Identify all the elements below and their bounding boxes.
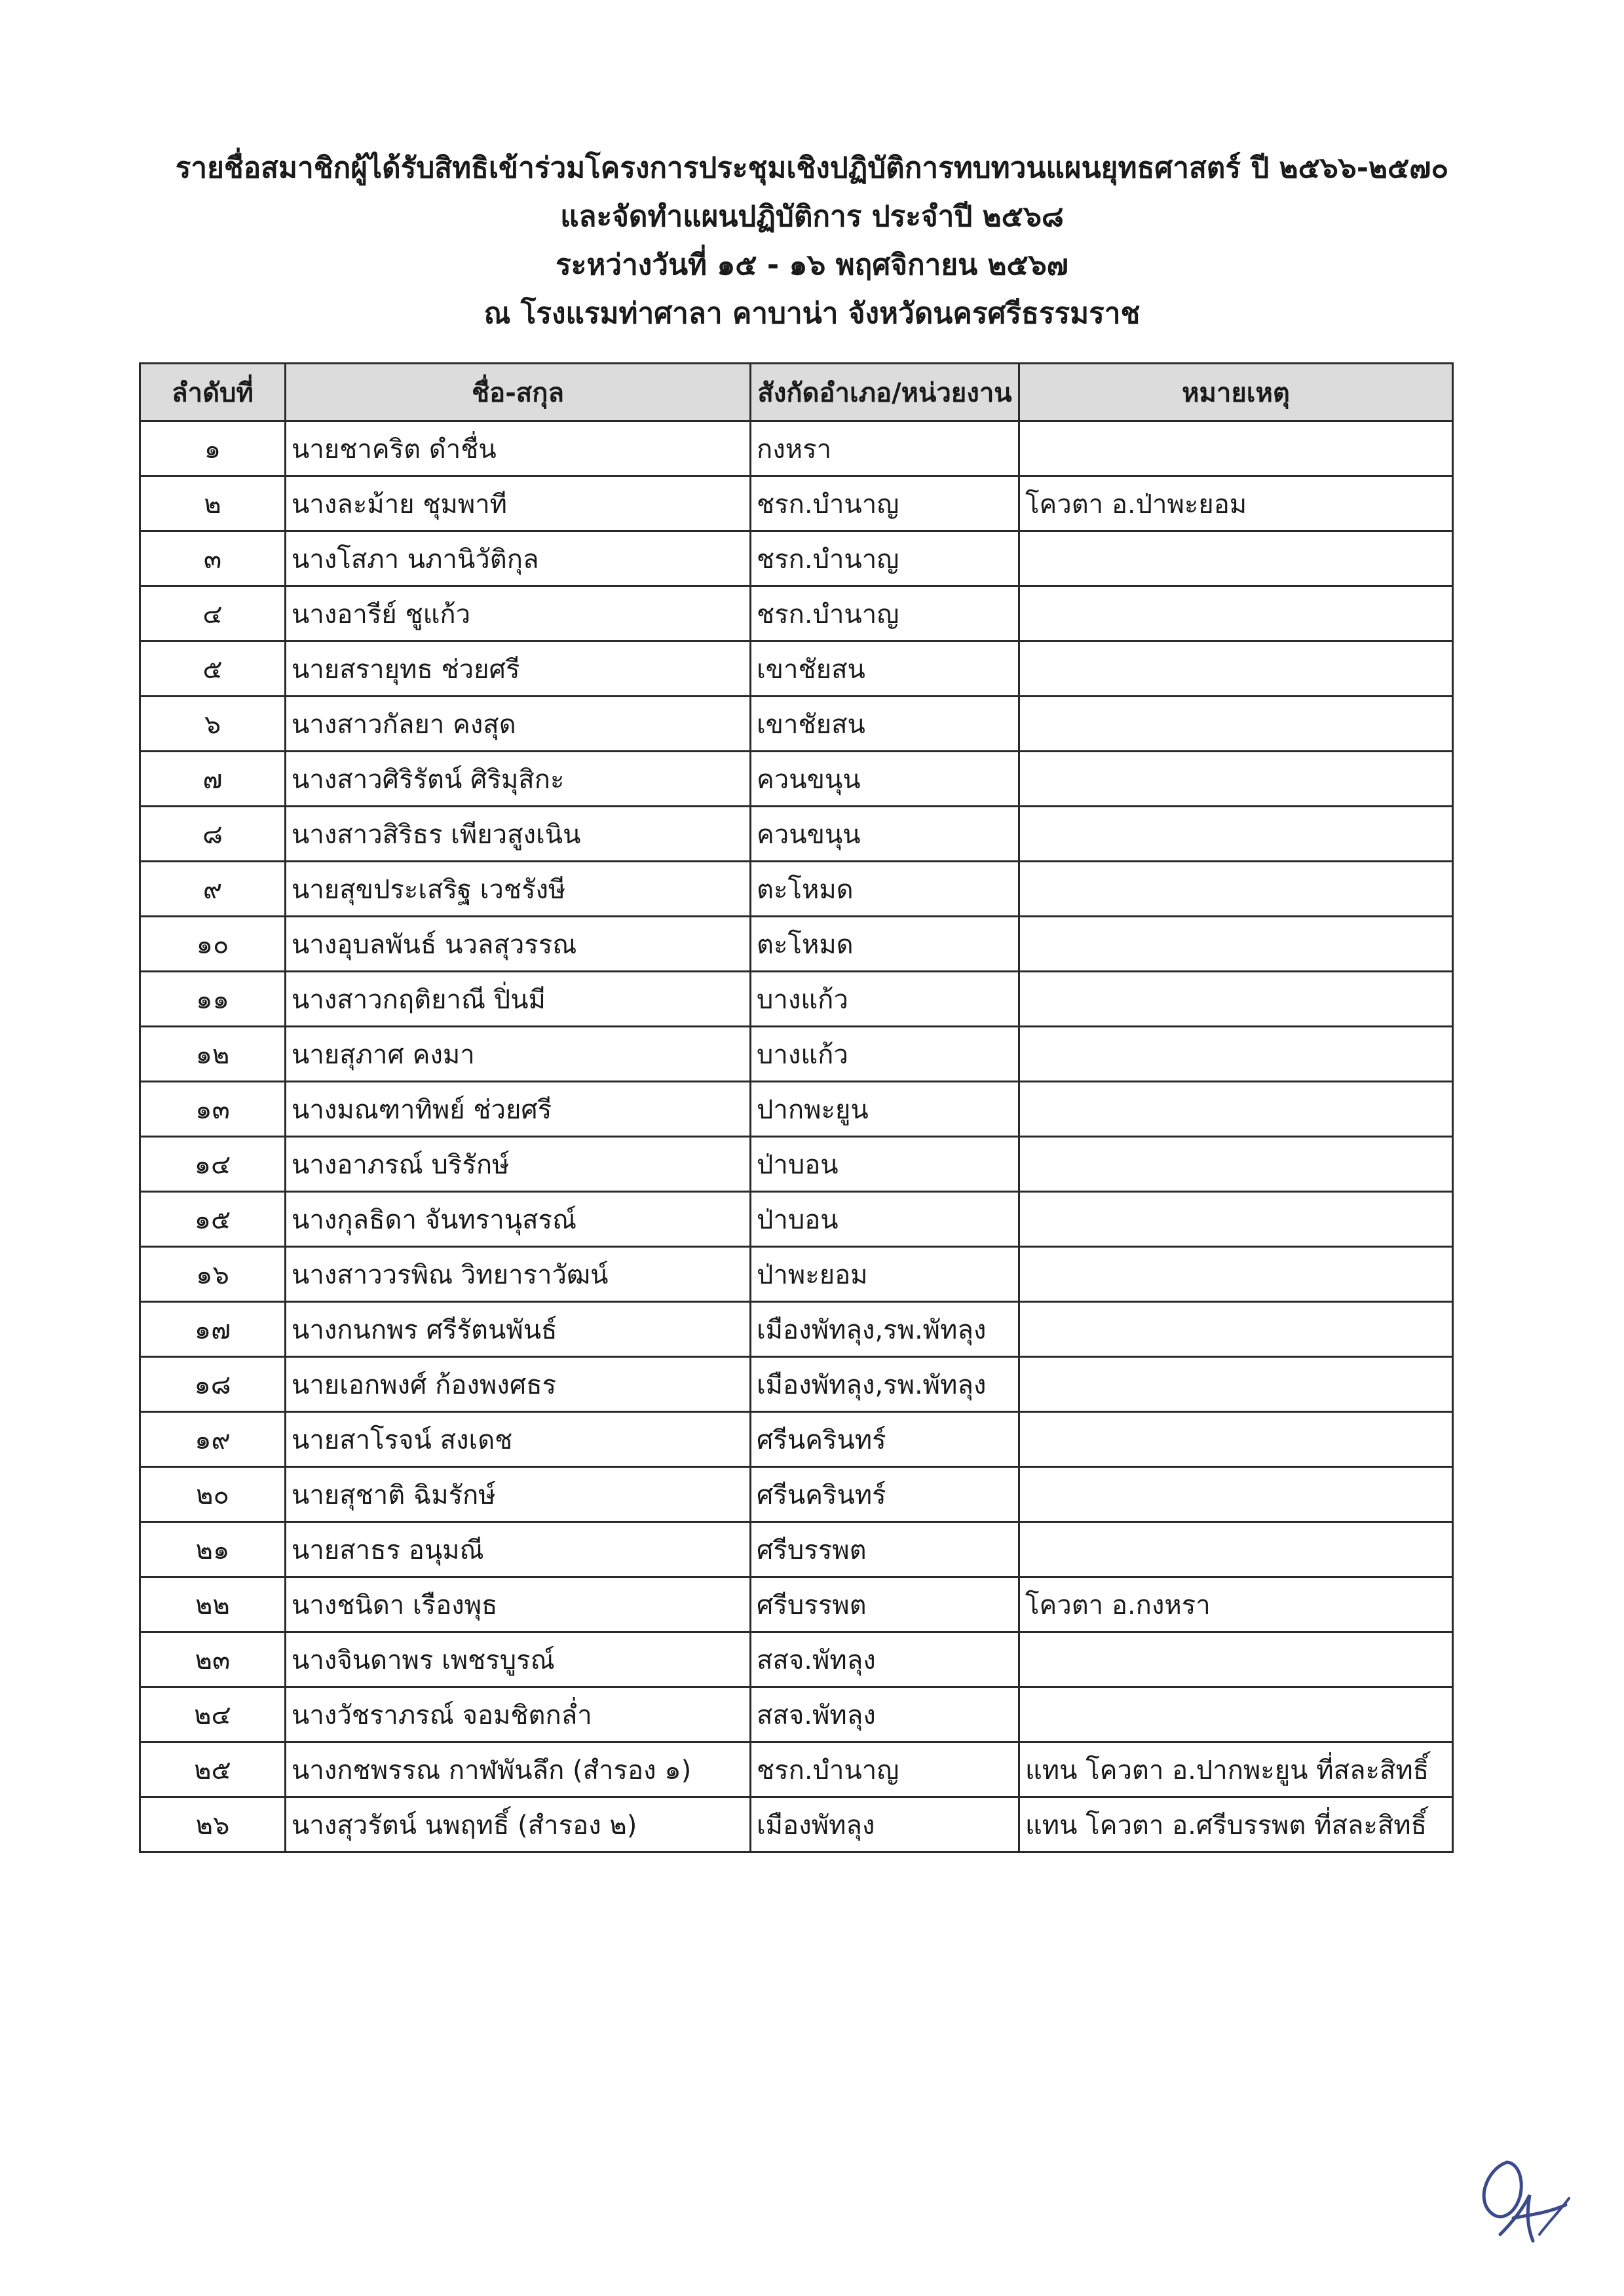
cell-unit: ชรก.บำนาญ bbox=[751, 531, 1019, 586]
table-row bbox=[140, 807, 1453, 862]
header-name: ชื่อ-สกุล bbox=[286, 364, 751, 421]
cell-no: ๑๒ bbox=[140, 1027, 286, 1082]
cell-no: ๑๐ bbox=[140, 917, 286, 972]
table-row bbox=[140, 1302, 1453, 1357]
table-row bbox=[140, 697, 1453, 752]
cell-no: ๑๗ bbox=[140, 1302, 286, 1357]
cell-unit: บางแก้ว bbox=[751, 972, 1019, 1027]
cell-note bbox=[1019, 697, 1453, 752]
cell-note bbox=[1019, 1357, 1453, 1412]
cell-unit: ป่าบอน bbox=[751, 1192, 1019, 1247]
cell-no: ๕ bbox=[140, 641, 286, 697]
cell-no: ๒๒ bbox=[140, 1577, 286, 1632]
table-row bbox=[140, 1412, 1453, 1467]
table-header-row bbox=[140, 364, 1453, 421]
header-unit: สังกัดอำเภอ/หน่วยงาน bbox=[751, 364, 1019, 421]
cell-name: นายสุชาติ ฉิมรักษ์ bbox=[286, 1467, 751, 1522]
title-line-4: ณ โรงแรมท่าศาลา คาบาน่า จังหวัดนครศรีธรรมราช bbox=[483, 297, 1141, 330]
cell-name: นายสรายุทธ ช่วยศรี bbox=[286, 641, 751, 697]
cell-name: นางสาวกฤติยาณี ปิ่นมี bbox=[286, 972, 751, 1027]
table-row bbox=[140, 476, 1453, 531]
cell-unit: ชรก.บำนาญ bbox=[751, 1742, 1019, 1797]
cell-note bbox=[1019, 586, 1453, 641]
cell-unit: บางแก้ว bbox=[751, 1027, 1019, 1082]
cell-name: นางอารีย์ ชูแก้ว bbox=[286, 586, 751, 641]
table-row bbox=[140, 586, 1453, 641]
table-row bbox=[140, 752, 1453, 807]
cell-unit: ชรก.บำนาญ bbox=[751, 586, 1019, 641]
cell-name: นายสาโรจน์ สงเดช bbox=[286, 1412, 751, 1467]
cell-unit: สสจ.พัทลุง bbox=[751, 1632, 1019, 1687]
cell-note: แทน โควตา อ.ศรีบรรพต ที่สละสิทธิ์ bbox=[1019, 1797, 1453, 1852]
cell-note bbox=[1019, 1687, 1453, 1742]
cell-no: ๘ bbox=[140, 807, 286, 862]
cell-note: โควตา อ.กงหรา bbox=[1019, 1577, 1453, 1632]
signature-icon bbox=[1461, 2143, 1579, 2254]
cell-name: นางชนิดา เรืองพุธ bbox=[286, 1577, 751, 1632]
table-row bbox=[140, 1522, 1453, 1577]
cell-no: ๗ bbox=[140, 752, 286, 807]
title-line-2: และจัดทำแผนปฏิบัติการ ประจำปี ๒๕๖๘ bbox=[560, 200, 1064, 233]
cell-no: ๒ bbox=[140, 476, 286, 531]
cell-no: ๒๓ bbox=[140, 1632, 286, 1687]
cell-note bbox=[1019, 1247, 1453, 1302]
cell-no: ๑ bbox=[140, 421, 286, 476]
cell-unit: สสจ.พัทลุง bbox=[751, 1687, 1019, 1742]
table-row bbox=[140, 1742, 1453, 1797]
cell-note bbox=[1019, 972, 1453, 1027]
cell-note bbox=[1019, 1522, 1453, 1577]
table-body bbox=[140, 421, 1453, 1852]
cell-unit: ศรีนครินทร์ bbox=[751, 1412, 1019, 1467]
header-note: หมายเหตุ bbox=[1019, 364, 1453, 421]
cell-name: นางวัชราภรณ์ จอมชิตกล่ำ bbox=[286, 1687, 751, 1742]
cell-name: นางจินดาพร เพชรบูรณ์ bbox=[286, 1632, 751, 1687]
cell-no: ๑๕ bbox=[140, 1192, 286, 1247]
cell-no: ๑๑ bbox=[140, 972, 286, 1027]
table-row bbox=[140, 862, 1453, 917]
cell-note bbox=[1019, 1192, 1453, 1247]
cell-no: ๑๔ bbox=[140, 1137, 286, 1192]
cell-no: ๑๓ bbox=[140, 1082, 286, 1137]
cell-note bbox=[1019, 641, 1453, 697]
cell-unit: ป่าบอน bbox=[751, 1137, 1019, 1192]
cell-no: ๑๖ bbox=[140, 1247, 286, 1302]
cell-name: นายชาคริต ดำชื่น bbox=[286, 421, 751, 476]
cell-note: แทน โควตา อ.ปากพะยูน ที่สละสิทธิ์ bbox=[1019, 1742, 1453, 1797]
table-row bbox=[140, 1137, 1453, 1192]
cell-unit: ตะโหมด bbox=[751, 917, 1019, 972]
table-row bbox=[140, 1797, 1453, 1852]
cell-no: ๒๖ bbox=[140, 1797, 286, 1852]
cell-no: ๑๙ bbox=[140, 1412, 286, 1467]
cell-note bbox=[1019, 752, 1453, 807]
cell-no: ๒๑ bbox=[140, 1522, 286, 1577]
cell-unit: ตะโหมด bbox=[751, 862, 1019, 917]
cell-name: นางอุบลพันธ์ นวลสุวรรณ bbox=[286, 917, 751, 972]
cell-no: ๖ bbox=[140, 697, 286, 752]
cell-unit: เมืองพัทลุง,รพ.พัทลุง bbox=[751, 1357, 1019, 1412]
cell-no: ๑๘ bbox=[140, 1357, 286, 1412]
table-row bbox=[140, 972, 1453, 1027]
document-title-block bbox=[0, 144, 1624, 338]
table-row bbox=[140, 1687, 1453, 1742]
table-row bbox=[140, 917, 1453, 972]
cell-note bbox=[1019, 807, 1453, 862]
cell-note bbox=[1019, 1082, 1453, 1137]
cell-note: โควตา อ.ป่าพะยอม bbox=[1019, 476, 1453, 531]
cell-name: นางมณฑาทิพย์ ช่วยศรี bbox=[286, 1082, 751, 1137]
cell-note bbox=[1019, 862, 1453, 917]
cell-name: นายสาธร อนุมณี bbox=[286, 1522, 751, 1577]
cell-no: ๓ bbox=[140, 531, 286, 586]
cell-unit: ป่าพะยอม bbox=[751, 1247, 1019, 1302]
cell-unit: เขาชัยสน bbox=[751, 641, 1019, 697]
cell-name: นางกชพรรณ กาฬพันลึก (สำรอง ๑) bbox=[286, 1742, 751, 1797]
table-row bbox=[140, 641, 1453, 697]
table-row bbox=[140, 1577, 1453, 1632]
cell-name: นางละม้าย ชุมพาที bbox=[286, 476, 751, 531]
cell-name: นายเอกพงศ์ ก้องพงศธร bbox=[286, 1357, 751, 1412]
cell-name: นายสุขประเสริฐ เวชรังษี bbox=[286, 862, 751, 917]
cell-note bbox=[1019, 1137, 1453, 1192]
table-row bbox=[140, 1027, 1453, 1082]
cell-no: ๒๔ bbox=[140, 1687, 286, 1742]
cell-no: ๒๐ bbox=[140, 1467, 286, 1522]
header-no: ลำดับที่ bbox=[140, 364, 286, 421]
table-row bbox=[140, 1467, 1453, 1522]
cell-no: ๒๕ bbox=[140, 1742, 286, 1797]
cell-name: นางกุลธิดา จันทรานุสรณ์ bbox=[286, 1192, 751, 1247]
cell-unit: ศรีนครินทร์ bbox=[751, 1467, 1019, 1522]
cell-note bbox=[1019, 1467, 1453, 1522]
cell-note bbox=[1019, 1302, 1453, 1357]
cell-name: นางสาวศิริรัตน์ ศิริมุสิกะ bbox=[286, 752, 751, 807]
cell-unit: ควนขนุน bbox=[751, 752, 1019, 807]
table-row bbox=[140, 1247, 1453, 1302]
cell-unit: ปากพะยูน bbox=[751, 1082, 1019, 1137]
table-row bbox=[140, 1082, 1453, 1137]
cell-name: นางสาวกัลยา คงสุด bbox=[286, 697, 751, 752]
table-row bbox=[140, 1357, 1453, 1412]
cell-name: นางกนกพร ศรีรัตนพันธ์ bbox=[286, 1302, 751, 1357]
cell-no: ๔ bbox=[140, 586, 286, 641]
table-row bbox=[140, 1632, 1453, 1687]
cell-unit: เมืองพัทลุง bbox=[751, 1797, 1019, 1852]
cell-unit: ศรีบรรพต bbox=[751, 1577, 1019, 1632]
cell-name: นายสุภาศ คงมา bbox=[286, 1027, 751, 1082]
title-line-3: ระหว่างวันที่ ๑๕ - ๑๖ พฤศจิกายน ๒๕๖๗ bbox=[556, 248, 1068, 282]
cell-name: นางสาวสิริธร เพียวสูงเนิน bbox=[286, 807, 751, 862]
cell-note bbox=[1019, 531, 1453, 586]
cell-unit: ชรก.บำนาญ bbox=[751, 476, 1019, 531]
table-row bbox=[140, 421, 1453, 476]
cell-name: นางอาภรณ์ บริรักษ์ bbox=[286, 1137, 751, 1192]
cell-note bbox=[1019, 1027, 1453, 1082]
cell-note bbox=[1019, 917, 1453, 972]
cell-name: นางโสภา นภานิวัติกุล bbox=[286, 531, 751, 586]
cell-note bbox=[1019, 1412, 1453, 1467]
cell-name: นางสาววรพิณ วิทยาราวัฒน์ bbox=[286, 1247, 751, 1302]
cell-unit: ศรีบรรพต bbox=[751, 1522, 1019, 1577]
cell-unit: ควนขนุน bbox=[751, 807, 1019, 862]
member-table bbox=[139, 362, 1454, 1853]
cell-unit: กงหรา bbox=[751, 421, 1019, 476]
title-line-1: รายชื่อสมาชิกผู้ได้รับสิทธิเข้าร่วมโครงการประชุมเชิงปฏิบัติการทบทวนแผนยุทธศาสตร์ ปี ๒๕๖๖-๒๕๗๐ bbox=[175, 151, 1449, 185]
cell-note bbox=[1019, 1632, 1453, 1687]
cell-unit: เมืองพัทลุง,รพ.พัทลุง bbox=[751, 1302, 1019, 1357]
cell-no: ๙ bbox=[140, 862, 286, 917]
table-row bbox=[140, 1192, 1453, 1247]
table-row bbox=[140, 531, 1453, 586]
cell-unit: เขาชัยสน bbox=[751, 697, 1019, 752]
cell-note bbox=[1019, 421, 1453, 476]
cell-name: นางสุวรัตน์ นพฤทธิ์ (สำรอง ๒) bbox=[286, 1797, 751, 1852]
